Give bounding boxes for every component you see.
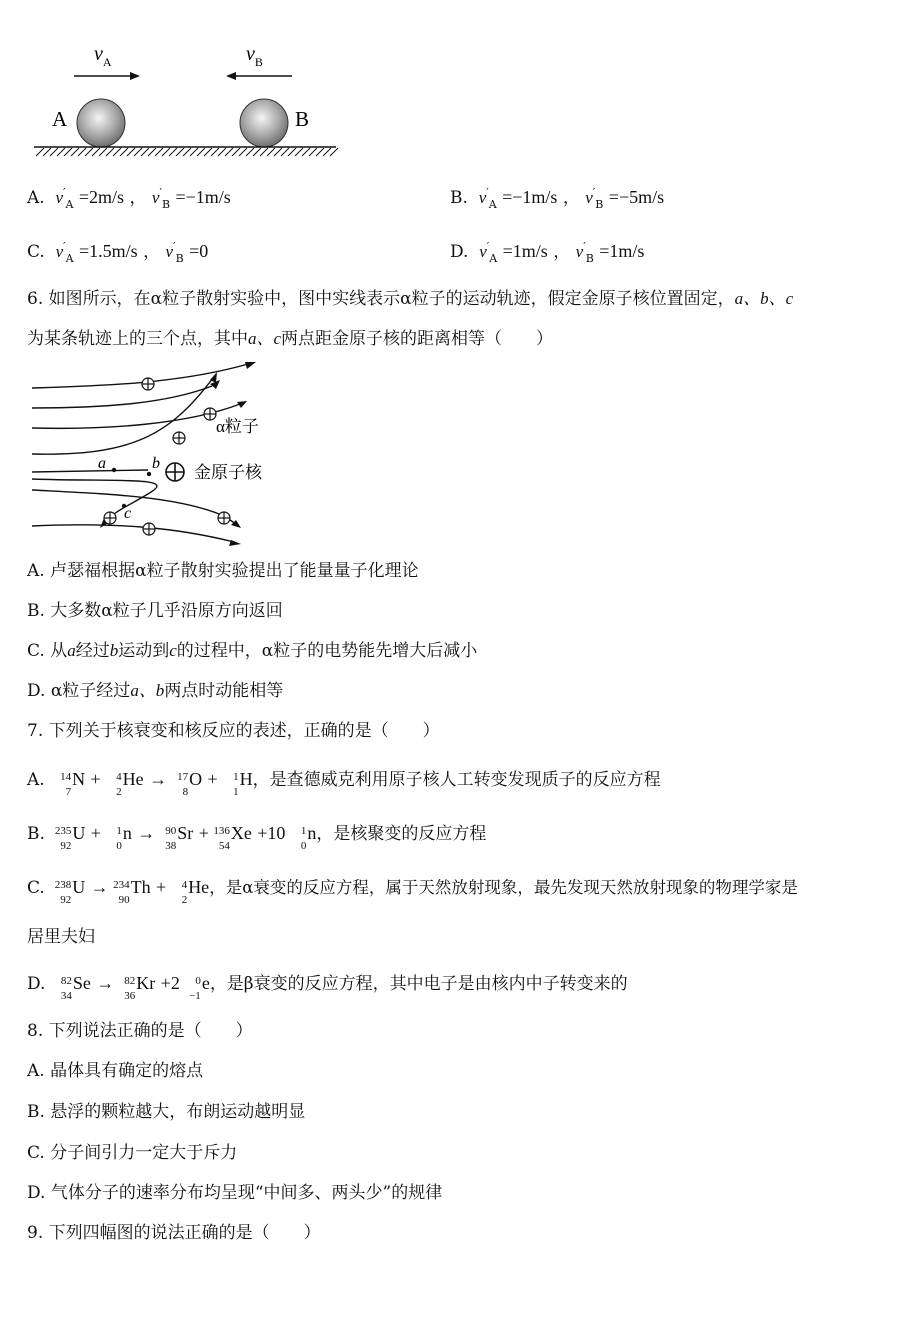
point-a-label: a	[98, 455, 106, 472]
collision-figure	[28, 38, 348, 158]
q8-option-d[interactable]: D. 气体分子的速率分布均呈现“中间多、两头少”的规律	[27, 1183, 443, 1203]
q6-stem-line2: 为某条轨迹上的三个点，其中a、c两点距金原子核的距离相等（ ）	[27, 329, 554, 349]
point-b-label: b	[152, 455, 160, 472]
ball-b-label: B	[295, 107, 310, 131]
gold-nucleus	[166, 463, 184, 481]
q5-option-b[interactable]: B. $v'_A =-1m/s$ ， $v'_B =-5m/s$	[450, 186, 665, 211]
alpha-label: α粒子	[216, 417, 259, 436]
q5-option-d[interactable]: D. $v'_A =1m/s$ ， $v'_B =1m/s$	[450, 240, 645, 265]
q8-option-c[interactable]: C. 分子间引力一定大于斥力	[27, 1143, 238, 1163]
q9-stem: 9. 下列四幅图的说法正确的是（ ）	[27, 1223, 321, 1243]
trajectory-7	[32, 490, 236, 524]
q7-option-c[interactable]: C. 238 92 U → 234 90 Th + 4 2 He，是α衰变的反应方程，属于天然放射现象，最先发现天然放射现象的物理学家是	[27, 877, 798, 906]
nucleus-label: 金原子核	[194, 463, 262, 482]
q8-stem: 8. 下列说法正确的是（ ）	[27, 1021, 253, 1041]
trajectory-2	[32, 386, 212, 408]
trajectory-8	[32, 525, 234, 542]
ball-b	[240, 99, 288, 147]
q7-option-b[interactable]: B. 235 92 U + 1 0 n → 90 38 Sr + 136 54 Xe +10 1 0 n，是核聚变的反应方程	[27, 823, 487, 852]
vb-label: $v_B$	[246, 43, 263, 69]
trajectory-5	[32, 470, 148, 472]
alpha-scattering-figure	[28, 358, 318, 548]
ball-a-label: A	[52, 107, 68, 131]
q8-option-b[interactable]: B. 悬浮的颗粒越大，布朗运动越明显	[27, 1102, 306, 1122]
ball-a	[77, 99, 125, 147]
q6-stem-line1: 6. 如图所示，在α粒子散射实验中，图中实线表示α粒子的运动轨迹，假定金原子核位置固定，a、b、c	[27, 289, 794, 309]
q7-option-d[interactable]: D. 82 34 Se → 82 36 Kr +2 0 −1 e，是β衰变的反应方程，其中电子是由核内中子转变来的	[27, 973, 628, 1002]
q7-option-a[interactable]: A. 14 7 N + 4 2 He → 17 8 O + 1 1 H，是查德威克利用原子核人工转变发现质子的反应方程	[27, 769, 661, 798]
q6-option-c[interactable]: C. 从a经过b运动到c的过程中，α粒子的电势能先增大后减小	[27, 641, 478, 661]
q5-option-c[interactable]: C. $v'_A =1.5m/s$ ， $v'_B =0$	[27, 240, 209, 265]
q5-option-a[interactable]: A. $v'_A =2m/s$ ， $v'_B =-1m/s$	[27, 186, 231, 211]
va-label: $v_A$	[94, 43, 112, 69]
q8-option-a[interactable]: A. 晶体具有确定的熔点	[27, 1061, 204, 1081]
q7-stem: 7. 下列关于核衰变和核反应的表述，正确的是（ ）	[27, 721, 440, 741]
trajectory-6	[32, 479, 157, 522]
q7-option-c-cont: 居里夫妇	[27, 927, 95, 947]
q6-option-a[interactable]: A. 卢瑟福根据α粒子散射实验提出了能量量子化理论	[27, 561, 419, 581]
point-c-label: c	[124, 505, 132, 522]
trajectory-4	[32, 378, 213, 454]
q6-option-b[interactable]: B. 大多数α粒子几乎沿原方向返回	[27, 601, 283, 621]
q6-option-d[interactable]: D. α粒子经过a、b两点时动能相等	[27, 681, 284, 701]
